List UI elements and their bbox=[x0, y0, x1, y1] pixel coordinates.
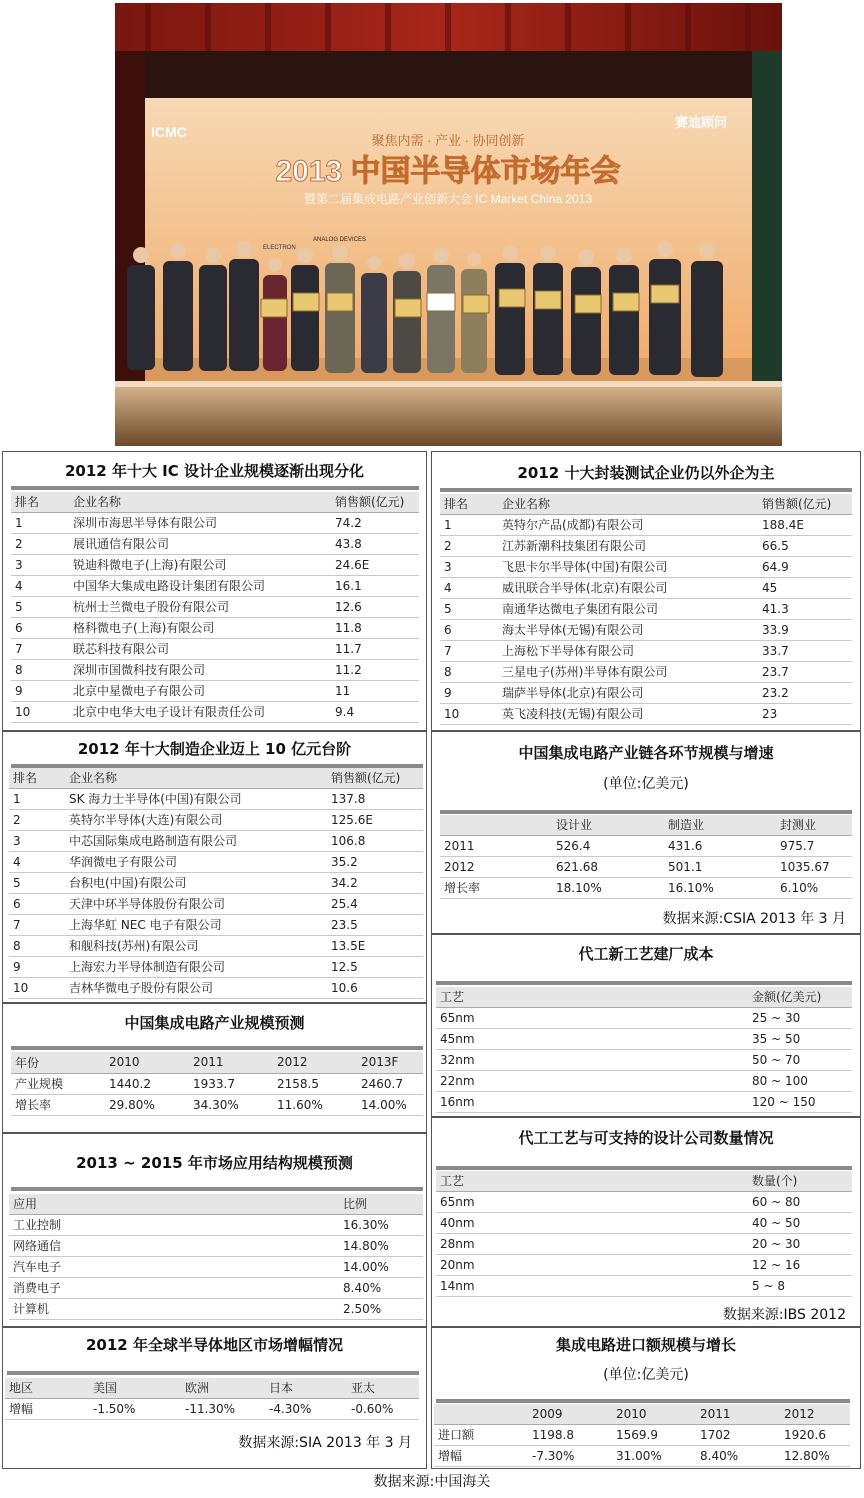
table-row bbox=[9, 1214, 423, 1235]
table-row bbox=[11, 596, 419, 617]
col-header bbox=[434, 1404, 528, 1424]
forecast-panel bbox=[2, 1003, 427, 1133]
table-row bbox=[9, 935, 423, 956]
rank-cell: 7 bbox=[9, 914, 65, 935]
rank-cell: 7 bbox=[11, 638, 69, 659]
company-cell: 威讯联合半导体(北京)有限公司 bbox=[498, 577, 758, 598]
value-cell: 1198.8 bbox=[528, 1424, 612, 1445]
process-cell: 20nm bbox=[436, 1254, 748, 1275]
table-row bbox=[9, 872, 423, 893]
header-bar bbox=[440, 488, 852, 492]
share-cell: 14.00% bbox=[339, 1256, 423, 1277]
imports-title: 集成电路进口额规模与增长 bbox=[555, 1336, 736, 1354]
footer-source: 数据来源:中国海关 bbox=[373, 1474, 491, 1490]
application-cell: 工业控制 bbox=[9, 1214, 339, 1235]
sales-cell: 64.9 bbox=[758, 556, 852, 577]
col-header: 亚太 bbox=[347, 1378, 419, 1398]
sales-cell: 33.9 bbox=[758, 619, 852, 640]
table-row bbox=[9, 1277, 423, 1298]
sales-cell: 23.7 bbox=[758, 661, 852, 682]
company-cell: 深圳市国微科技有限公司 bbox=[69, 659, 331, 680]
value-cell: 16.10% bbox=[664, 877, 776, 898]
rank-cell: 2 bbox=[440, 535, 498, 556]
sales-cell: 35.2 bbox=[327, 851, 423, 872]
rank-cell: 1 bbox=[11, 512, 69, 533]
design-houses-table bbox=[436, 1171, 852, 1297]
value-cell: 80 ~ 100 bbox=[748, 1070, 852, 1091]
packaging-panel bbox=[431, 451, 861, 731]
sales-cell: 13.5E bbox=[327, 935, 423, 956]
manufacturing-panel bbox=[2, 731, 427, 1003]
sales-cell: 11.2 bbox=[331, 659, 419, 680]
value-cell: 34.30% bbox=[189, 1094, 273, 1115]
company-cell: SK 海力士半导体(中国)有限公司 bbox=[65, 788, 327, 809]
value-cell: 29.80% bbox=[105, 1094, 189, 1115]
table-row bbox=[11, 554, 419, 575]
col-header: 2009 bbox=[528, 1404, 612, 1424]
process-cell: 40nm bbox=[436, 1212, 748, 1233]
value-cell: 1440.2 bbox=[105, 1073, 189, 1094]
col-header: 2011 bbox=[189, 1052, 273, 1073]
value-cell: 50 ~ 70 bbox=[748, 1049, 852, 1070]
col-header: 应用 bbox=[9, 1194, 339, 1214]
company-cell: 江苏新潮科技集团有限公司 bbox=[498, 535, 758, 556]
header-bar bbox=[7, 1371, 419, 1375]
company-cell: 格科微电子(上海)有限公司 bbox=[69, 617, 331, 638]
sales-cell: 41.3 bbox=[758, 598, 852, 619]
rank-cell: 3 bbox=[11, 554, 69, 575]
company-cell: 英特尔产品(成都)有限公司 bbox=[498, 514, 758, 535]
company-cell: 北京中星微电子有限公司 bbox=[69, 680, 331, 701]
row-label: 增幅 bbox=[434, 1445, 528, 1466]
rank-cell: 4 bbox=[9, 851, 65, 872]
table-row bbox=[440, 877, 852, 898]
manufacturing-title: 2012 年十大制造企业迈上 10 亿元台阶 bbox=[77, 740, 352, 758]
value-cell: -11.30% bbox=[181, 1398, 265, 1419]
sales-cell: 12.5 bbox=[327, 956, 423, 977]
chain-table bbox=[440, 815, 852, 899]
ic-design-panel bbox=[2, 451, 427, 731]
design-houses-source: 数据来源:IBS 2012 bbox=[722, 1307, 846, 1323]
application-cell: 计算机 bbox=[9, 1298, 339, 1319]
chain-title: 中国集成电路产业链各环节规模与增速 bbox=[518, 744, 774, 762]
sales-cell: 23 bbox=[758, 703, 852, 724]
sales-cell: 9.4 bbox=[331, 701, 419, 722]
sales-cell: 10.6 bbox=[327, 977, 423, 998]
table-row bbox=[440, 856, 852, 877]
value-cell: 11.60% bbox=[273, 1094, 357, 1115]
table-row bbox=[9, 977, 423, 998]
applications-panel bbox=[2, 1133, 427, 1327]
rank-cell: 9 bbox=[9, 956, 65, 977]
share-cell: 2.50% bbox=[339, 1298, 423, 1319]
sales-cell: 125.6E bbox=[327, 809, 423, 830]
value-cell: 1035.67 bbox=[776, 856, 852, 877]
sales-cell: 66.5 bbox=[758, 535, 852, 556]
value-cell: -1.50% bbox=[89, 1398, 181, 1419]
col-header: 比例 bbox=[339, 1194, 423, 1214]
banner-title: 2013 中国半导体市场年会 bbox=[275, 155, 621, 188]
header-bar bbox=[436, 981, 852, 985]
company-cell: 联芯科技有限公司 bbox=[69, 638, 331, 659]
col-header: 企业名称 bbox=[498, 494, 758, 514]
company-cell: 上海松下半导体有限公司 bbox=[498, 640, 758, 661]
row-label: 增长率 bbox=[11, 1094, 105, 1115]
sales-cell: 137.8 bbox=[327, 788, 423, 809]
rank-cell: 10 bbox=[440, 703, 498, 724]
value-cell: 5 ~ 8 bbox=[748, 1275, 852, 1296]
table-row bbox=[440, 835, 852, 856]
rank-cell: 4 bbox=[11, 575, 69, 596]
rank-cell: 7 bbox=[440, 640, 498, 661]
table-row bbox=[9, 893, 423, 914]
share-cell: 16.30% bbox=[339, 1214, 423, 1235]
company-cell: 华润微电子有限公司 bbox=[65, 851, 327, 872]
value-cell: 120 ~ 150 bbox=[748, 1091, 852, 1112]
process-cell: 14nm bbox=[436, 1275, 748, 1296]
rank-cell: 2 bbox=[9, 809, 65, 830]
header-bar bbox=[436, 1166, 852, 1170]
manufacturing-table bbox=[9, 768, 423, 999]
table-row bbox=[436, 1007, 852, 1028]
value-cell: 621.68 bbox=[552, 856, 664, 877]
table-row bbox=[434, 1445, 850, 1466]
sales-cell: 43.8 bbox=[331, 533, 419, 554]
table-row bbox=[440, 577, 852, 598]
row-label: 增长率 bbox=[440, 877, 552, 898]
value-cell: 35 ~ 50 bbox=[748, 1028, 852, 1049]
sales-cell: 34.2 bbox=[327, 872, 423, 893]
company-cell: 三星电子(苏州)半导体有限公司 bbox=[498, 661, 758, 682]
chain-panel bbox=[431, 731, 861, 934]
application-cell: 汽车电子 bbox=[9, 1256, 339, 1277]
chain-source: 数据来源:CSIA 2013 年 3 月 bbox=[662, 911, 846, 927]
table-row bbox=[9, 830, 423, 851]
company-cell: 上海华虹 NEC 电子有限公司 bbox=[65, 914, 327, 935]
value-cell: 31.00% bbox=[612, 1445, 696, 1466]
col-header: 2010 bbox=[612, 1404, 696, 1424]
forecast-title: 中国集成电路产业规模预测 bbox=[124, 1014, 305, 1032]
col-header: 2012 bbox=[780, 1404, 850, 1424]
table-row bbox=[436, 1091, 852, 1112]
company-cell: 瑞萨半导体(北京)有限公司 bbox=[498, 682, 758, 703]
row-label: 进口额 bbox=[434, 1424, 528, 1445]
table-row bbox=[11, 659, 419, 680]
company-cell: 英特尔半导体(大连)有限公司 bbox=[65, 809, 327, 830]
col-header: 销售额(亿元) bbox=[758, 494, 852, 514]
table-row bbox=[9, 914, 423, 935]
value-cell: 1702 bbox=[696, 1424, 780, 1445]
table-row bbox=[11, 575, 419, 596]
col-header: 日本 bbox=[265, 1378, 347, 1398]
table-row bbox=[440, 640, 852, 661]
sales-cell: 23.5 bbox=[327, 914, 423, 935]
table-row bbox=[11, 533, 419, 554]
table-row bbox=[9, 1235, 423, 1256]
col-header: 数量(个) bbox=[748, 1171, 852, 1191]
table-row bbox=[436, 1028, 852, 1049]
header-bar bbox=[11, 1046, 423, 1050]
table-row bbox=[440, 703, 852, 724]
applications-title: 2013 ~ 2015 年市场应用结构规模预测 bbox=[76, 1154, 353, 1172]
row-label: 2011 bbox=[440, 835, 552, 856]
col-header: 排名 bbox=[440, 494, 498, 514]
table-row bbox=[9, 809, 423, 830]
value-cell: 501.1 bbox=[664, 856, 776, 877]
sponsor-logo: ELECTRON bbox=[263, 245, 296, 251]
sales-cell: 16.1 bbox=[331, 575, 419, 596]
col-header: 制造业 bbox=[664, 815, 776, 835]
col-header: 年份 bbox=[11, 1052, 105, 1073]
company-cell: 和舰科技(苏州)有限公司 bbox=[65, 935, 327, 956]
process-cell: 22nm bbox=[436, 1070, 748, 1091]
col-header: 销售额(亿元) bbox=[331, 492, 419, 512]
col-header: 企业名称 bbox=[69, 492, 331, 512]
col-header: 排名 bbox=[11, 492, 69, 512]
imports-panel bbox=[431, 1327, 861, 1469]
share-cell: 14.80% bbox=[339, 1235, 423, 1256]
process-cell: 28nm bbox=[436, 1233, 748, 1254]
col-header: 欧洲 bbox=[181, 1378, 265, 1398]
company-cell: 锐迪科微电子(上海)有限公司 bbox=[69, 554, 331, 575]
sales-cell: 24.6E bbox=[331, 554, 419, 575]
regions-title: 2012 年全球半导体地区市场增幅情况 bbox=[86, 1336, 343, 1354]
rank-cell: 6 bbox=[440, 619, 498, 640]
company-cell: 北京中电华大电子设计有限责任公司 bbox=[69, 701, 331, 722]
rank-cell: 8 bbox=[440, 661, 498, 682]
company-cell: 杭州士兰微电子股份有限公司 bbox=[69, 596, 331, 617]
table-row bbox=[436, 1275, 852, 1296]
table-row bbox=[11, 701, 419, 722]
value-cell: 431.6 bbox=[664, 835, 776, 856]
application-cell: 消费电子 bbox=[9, 1277, 339, 1298]
company-cell: 天津中环半导体股份有限公司 bbox=[65, 893, 327, 914]
value-cell: 2460.7 bbox=[357, 1073, 423, 1094]
sales-cell: 33.7 bbox=[758, 640, 852, 661]
value-cell: 60 ~ 80 bbox=[748, 1191, 852, 1212]
table-row bbox=[9, 1256, 423, 1277]
header-bar bbox=[11, 486, 419, 490]
col-header: 工艺 bbox=[436, 1171, 748, 1191]
table-row bbox=[440, 535, 852, 556]
value-cell: 12 ~ 16 bbox=[748, 1254, 852, 1275]
table-row bbox=[436, 1049, 852, 1070]
company-cell: 深圳市海思半导体有限公司 bbox=[69, 512, 331, 533]
fab-cost-title: 代工新工艺建厂成本 bbox=[578, 945, 714, 963]
packaging-table bbox=[440, 494, 852, 725]
value-cell: 6.10% bbox=[776, 877, 852, 898]
stage-photo bbox=[115, 3, 782, 446]
table-row bbox=[440, 682, 852, 703]
sales-cell: 106.8 bbox=[327, 830, 423, 851]
fab-cost-panel bbox=[431, 934, 861, 1117]
sales-cell: 74.2 bbox=[331, 512, 419, 533]
rank-cell: 9 bbox=[440, 682, 498, 703]
value-cell: 25 ~ 30 bbox=[748, 1007, 852, 1028]
sales-cell: 11.8 bbox=[331, 617, 419, 638]
sales-cell: 25.4 bbox=[327, 893, 423, 914]
company-cell: 台积电(中国)有限公司 bbox=[65, 872, 327, 893]
rank-cell: 1 bbox=[440, 514, 498, 535]
table-row bbox=[436, 1212, 852, 1233]
application-cell: 网络通信 bbox=[9, 1235, 339, 1256]
col-header bbox=[440, 815, 552, 835]
table-row bbox=[11, 617, 419, 638]
design-houses-panel bbox=[431, 1117, 861, 1327]
ic-design-table bbox=[11, 492, 419, 723]
table-row bbox=[440, 619, 852, 640]
company-cell: 中芯国际集成电路制造有限公司 bbox=[65, 830, 327, 851]
value-cell: 2158.5 bbox=[273, 1073, 357, 1094]
table-row bbox=[436, 1233, 852, 1254]
rank-cell: 3 bbox=[9, 830, 65, 851]
table-row bbox=[5, 1398, 419, 1419]
value-cell: 8.40% bbox=[696, 1445, 780, 1466]
col-header: 排名 bbox=[9, 768, 65, 788]
value-cell: -7.30% bbox=[528, 1445, 612, 1466]
sales-cell: 12.6 bbox=[331, 596, 419, 617]
col-header: 封测业 bbox=[776, 815, 852, 835]
design-houses-title: 代工工艺与可支持的设计公司数量情况 bbox=[518, 1129, 774, 1147]
table-row bbox=[9, 956, 423, 977]
imports-unit: (单位:亿美元) bbox=[603, 1367, 689, 1383]
row-label: 产业规模 bbox=[11, 1073, 105, 1094]
company-cell: 吉林华微电子股份有限公司 bbox=[65, 977, 327, 998]
col-header: 2010 bbox=[105, 1052, 189, 1073]
regions-table bbox=[5, 1378, 419, 1420]
table-row bbox=[9, 788, 423, 809]
ic-design-title: 2012 年十大 IC 设计企业规模逐渐出现分化 bbox=[64, 462, 364, 480]
company-cell: 海太半导体(无锡)有限公司 bbox=[498, 619, 758, 640]
value-cell: 40 ~ 50 bbox=[748, 1212, 852, 1233]
col-header: 2011 bbox=[696, 1404, 780, 1424]
rank-cell: 10 bbox=[11, 701, 69, 722]
rank-cell: 5 bbox=[440, 598, 498, 619]
table-row bbox=[440, 556, 852, 577]
share-cell: 8.40% bbox=[339, 1277, 423, 1298]
process-cell: 65nm bbox=[436, 1191, 748, 1212]
company-cell: 南通华达微电子集团有限公司 bbox=[498, 598, 758, 619]
sales-cell: 23.2 bbox=[758, 682, 852, 703]
table-row bbox=[434, 1424, 850, 1445]
value-cell: 1933.7 bbox=[189, 1073, 273, 1094]
banner-logo-left: ICMC bbox=[151, 124, 187, 140]
banner-subtitle-bottom: 暨第二届集成电路产业创新大会 IC Market China 2013 bbox=[303, 192, 593, 206]
rank-cell: 9 bbox=[11, 680, 69, 701]
packaging-title: 2012 十大封装测试企业仍以外企为主 bbox=[517, 464, 775, 482]
value-cell: -4.30% bbox=[265, 1398, 347, 1419]
table-row bbox=[436, 1254, 852, 1275]
col-header: 2013F bbox=[357, 1052, 423, 1073]
company-cell: 中国华大集成电路设计集团有限公司 bbox=[69, 575, 331, 596]
table-row bbox=[11, 512, 419, 533]
value-cell: 975.7 bbox=[776, 835, 852, 856]
applications-table bbox=[9, 1194, 423, 1320]
fab-cost-table bbox=[436, 987, 852, 1113]
banner-logo-right: 赛迪顾问 bbox=[675, 115, 728, 130]
value-cell: 1569.9 bbox=[612, 1424, 696, 1445]
table-row bbox=[11, 638, 419, 659]
sponsor-logo: ANALOG DEVICES bbox=[313, 237, 367, 243]
rank-cell: 6 bbox=[11, 617, 69, 638]
rank-cell: 1 bbox=[9, 788, 65, 809]
chain-unit: (单位:亿美元) bbox=[603, 776, 689, 792]
header-bar bbox=[11, 1187, 423, 1191]
col-header: 企业名称 bbox=[65, 768, 327, 788]
company-cell: 飞思卡尔半导体(中国)有限公司 bbox=[498, 556, 758, 577]
rank-cell: 10 bbox=[9, 977, 65, 998]
table-row bbox=[440, 514, 852, 535]
table-row bbox=[11, 1073, 423, 1094]
table-row bbox=[9, 1298, 423, 1319]
rank-cell: 8 bbox=[11, 659, 69, 680]
header-bar bbox=[436, 1399, 850, 1403]
banner-subtitle-top: 聚焦内需 · 产业 · 协同创新 bbox=[371, 133, 525, 148]
row-label: 2012 bbox=[440, 856, 552, 877]
rank-cell: 5 bbox=[11, 596, 69, 617]
process-cell: 32nm bbox=[436, 1049, 748, 1070]
rank-cell: 2 bbox=[11, 533, 69, 554]
col-header: 金额(亿美元) bbox=[748, 987, 852, 1007]
table-row bbox=[436, 1191, 852, 1212]
col-header: 设计业 bbox=[552, 815, 664, 835]
value-cell: 20 ~ 30 bbox=[748, 1233, 852, 1254]
process-cell: 16nm bbox=[436, 1091, 748, 1112]
table-row bbox=[11, 1094, 423, 1115]
table-row bbox=[440, 598, 852, 619]
rank-cell: 5 bbox=[9, 872, 65, 893]
col-header: 销售额(亿元) bbox=[327, 768, 423, 788]
value-cell: 1920.6 bbox=[780, 1424, 850, 1445]
sales-cell: 11 bbox=[331, 680, 419, 701]
company-cell: 英飞凌科技(无锡)有限公司 bbox=[498, 703, 758, 724]
table-row bbox=[436, 1070, 852, 1091]
process-cell: 45nm bbox=[436, 1028, 748, 1049]
sales-cell: 11.7 bbox=[331, 638, 419, 659]
rank-cell: 6 bbox=[9, 893, 65, 914]
rank-cell: 8 bbox=[9, 935, 65, 956]
value-cell: 14.00% bbox=[357, 1094, 423, 1115]
value-cell: 526.4 bbox=[552, 835, 664, 856]
table-row bbox=[11, 680, 419, 701]
company-cell: 展讯通信有限公司 bbox=[69, 533, 331, 554]
row-label: 增幅 bbox=[5, 1398, 89, 1419]
table-row bbox=[440, 661, 852, 682]
col-header: 地区 bbox=[5, 1378, 89, 1398]
sales-cell: 188.4E bbox=[758, 514, 852, 535]
stage-photo-illustration bbox=[115, 3, 782, 446]
col-header: 工艺 bbox=[436, 987, 748, 1007]
col-header: 2012 bbox=[273, 1052, 357, 1073]
value-cell: 18.10% bbox=[552, 877, 664, 898]
sales-cell: 45 bbox=[758, 577, 852, 598]
header-bar bbox=[440, 810, 852, 814]
rank-cell: 3 bbox=[440, 556, 498, 577]
col-header: 美国 bbox=[89, 1378, 181, 1398]
table-row bbox=[9, 851, 423, 872]
rank-cell: 4 bbox=[440, 577, 498, 598]
company-cell: 上海宏力半导体制造有限公司 bbox=[65, 956, 327, 977]
process-cell: 65nm bbox=[436, 1007, 748, 1028]
value-cell: 12.80% bbox=[780, 1445, 850, 1466]
value-cell: -0.60% bbox=[347, 1398, 419, 1419]
forecast-table bbox=[11, 1052, 423, 1116]
regions-panel bbox=[2, 1327, 427, 1469]
imports-table bbox=[434, 1404, 850, 1467]
regions-source: 数据来源:SIA 2013 年 3 月 bbox=[238, 1435, 412, 1451]
